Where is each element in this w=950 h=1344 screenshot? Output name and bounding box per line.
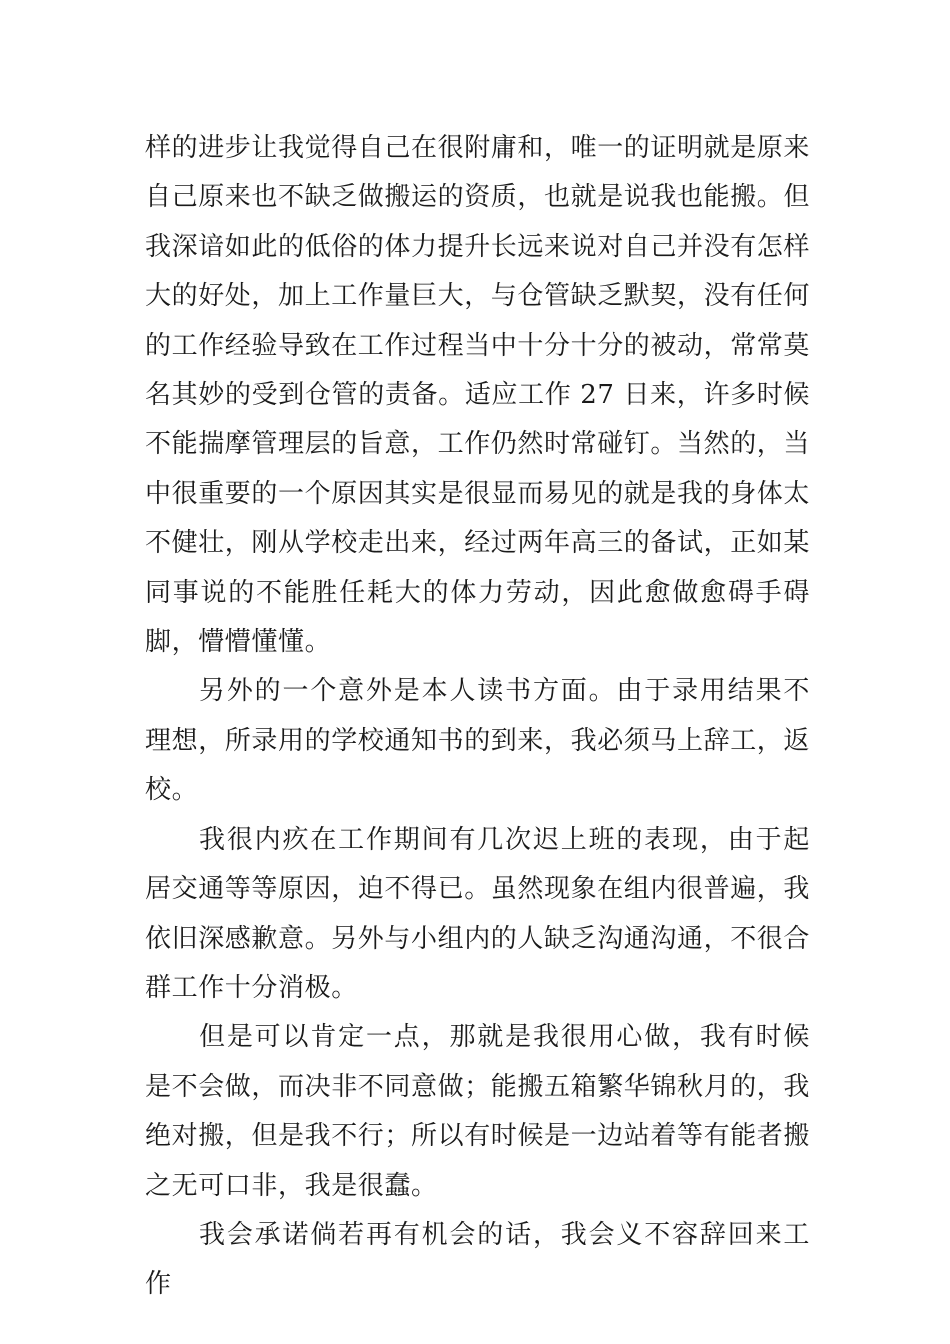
paragraph-promise: 我会承诺倘若再有机会的话，我会义不容辞回来工作 — [145, 1219, 810, 1300]
paragraph-reading: 另外的一个意外是本人读书方面。由于录用结果不理想，所录用的学校通知书的到来，我必须马上辞工，返校。 — [145, 676, 811, 806]
paragraph-effort: 但是可以肯定一点，那就是我很用心做，我有时候是不会做，而决非不同意做；能搬五箱繁华锦秋月的，我绝对搬，但是我不行；所以有时候是一边站着等有能者搬之无可口非，我是很蠢。 — [145, 1022, 811, 1201]
paragraph-lateness: 我很内疚在工作期间有几次迟上班的表现，由于起居交通等等原因，迫不得已。虽然现象在组内很普遍，我依旧深感歉意。另外与小组内的人缺乏沟通沟通，不很合群工作十分消极。 — [145, 824, 811, 1003]
document-body — [145, 124, 810, 1310]
paragraph-continued: 样的进步让我觉得自己在很附庸和，唯一的证明就是原来自己原来也不缺乏做搬运的资质，也就是说我也能搬。但我深谙如此的低俗的体力提升长远来说对自己并没有怎样大的好处，加上工作量巨大，与仓管缺乏默契，没有任何的工作经验导致在工作过程当中十分十分的被动，常常莫名其妙的受到仓管的责备。适应工作 27 日来，许多时候不能揣摩管理层的旨意，工作仍然时常碰钉。当然的，当中很重要的一个原因其实是很显而易见的就是我的身体太不健壮，刚从学校走出来，经过两年高三的备试，正如某同事说的不能胜任耗大的体力劳动，因此愈做愈碍手碍脚，懵懵懂懂。 — [145, 133, 811, 658]
